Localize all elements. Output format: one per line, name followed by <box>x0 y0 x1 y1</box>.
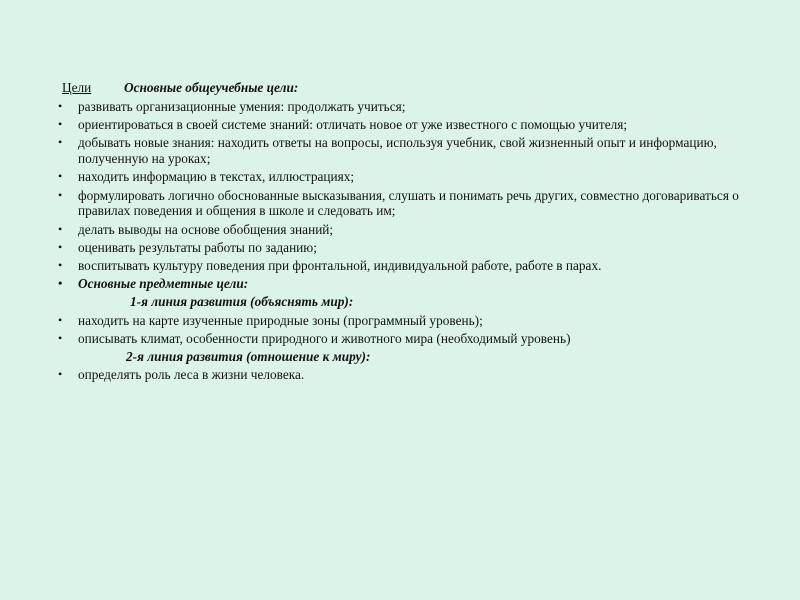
list-item: • воспитывать культуру поведения при фронтальной, индивидуальной работе, работе в парах. <box>62 258 742 274</box>
subject-goals-title: • Основные предметные цели: <box>62 276 742 292</box>
general-goals-list <box>62 99 742 292</box>
list-item: • находить на карте изученные природные зоны (программный уровень); <box>62 313 742 329</box>
list-item: • оценивать результаты работы по заданию; <box>62 240 742 256</box>
line2-list <box>62 367 742 383</box>
line2-title: 2-я линия развития (отношение к миру): <box>126 349 371 365</box>
list-item: • формулировать логично обоснованные высказывания, слушать и понимать речь других, совместно договариваться о правилах поведения и общения в школе и следовать им; <box>62 188 742 220</box>
list-item: • делать выводы на основе обобщения знаний; <box>62 222 742 238</box>
list-item: • описывать климат, особенности природного и животного мира (необходимый уровень) <box>62 331 742 347</box>
goals-content <box>62 80 742 386</box>
general-goals-title: Основные общеучебные цели: <box>124 80 299 95</box>
line1-title: 1-я линия развития (объяснять мир): <box>130 294 354 310</box>
list-item: • развивать организационные умения: продолжать учиться; <box>62 99 742 115</box>
list-item: • определять роль леса в жизни человека. <box>62 367 742 383</box>
list-item: • ориентироваться в своей системе знаний: отличать новое от уже известного с помощью учителя; <box>62 117 742 133</box>
list-item: • добывать новые знания: находить ответы на вопросы, используя учебник, свой жизненный опыт и информацию, полученную на уроках; <box>62 135 742 167</box>
goals-heading <box>62 80 742 98</box>
goals-label: Цели <box>62 80 92 95</box>
line1-list <box>62 313 742 347</box>
list-item: • находить информацию в текстах, иллюстрациях; <box>62 169 742 185</box>
